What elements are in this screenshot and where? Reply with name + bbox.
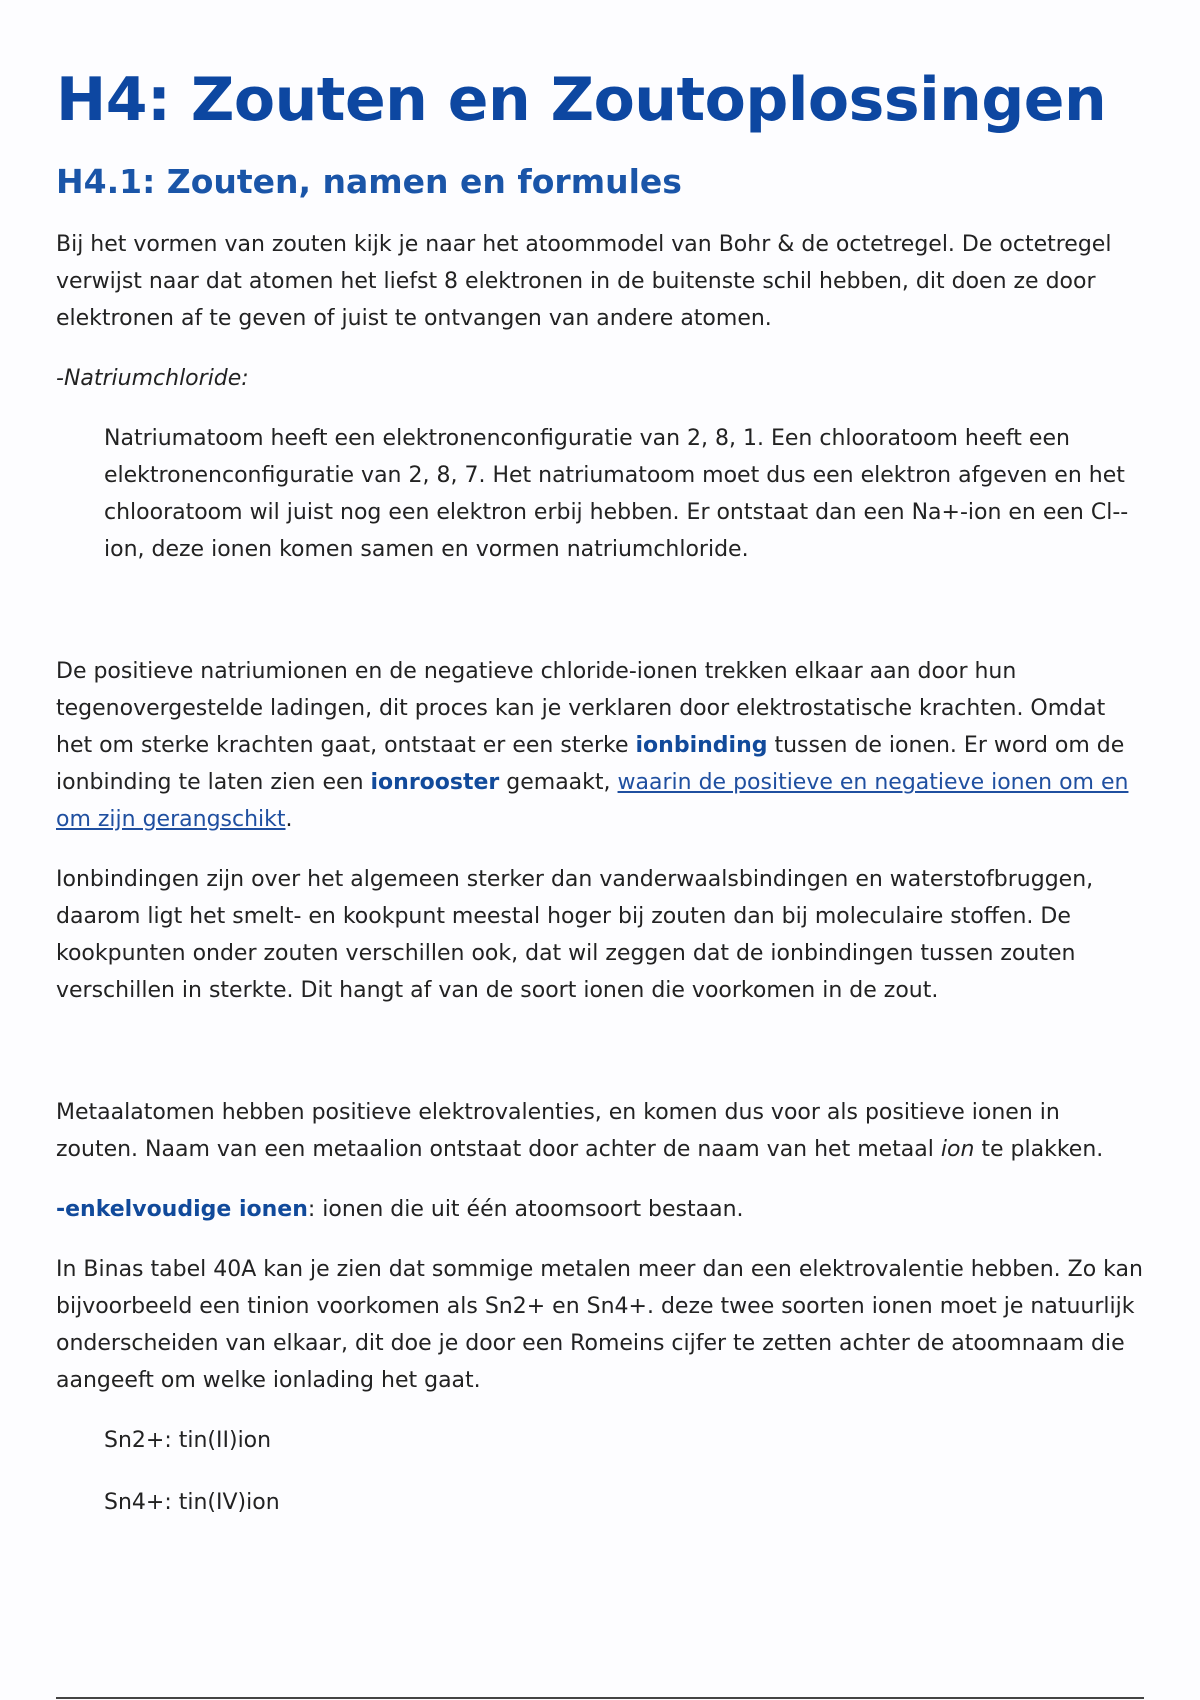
term-ionrooster: ionrooster [370,770,500,795]
binas-paragraph: In Binas tabel 40A kan je zien dat sommige metalen meer dan een elektrovalentie hebben. Zo kan bijvoorbeeld een tinion voorkomen als Sn2+ en Sn4+. deze twee soorten ionen moet je natuurlijk onderscheiden van elkaar, dit doe je door een Romeins cijfer te zetten achter de atoomnaam die aangeeft om welke ionlading het gaat. [56,1257,1143,1393]
example-sn2: Sn2+: tin(II)ion [104,1428,272,1453]
ionbinding-paragraph: Ionbindingen zijn over het algemeen sterker dan vanderwaalsbindingen en waterstofbruggen, daarom ligt het smelt- en kookpunt meestal hoger bij zouten dan bij moleculaire stoffen. De kookpunten onder zouten verschillen ook, dat wil zeggen dat de ionbindingen tussen zouten verschillen in sterkte. Dit hangt af van de soort ionen die voorkomen in de zout. [56,867,1094,1003]
metal-ions-paragraph [56,1094,1146,1168]
example-sn4: Sn4+: tin(IV)ion [104,1490,280,1515]
metal-text-1: Metaalatomen hebben positieve elektrovalenties, en komen dus voor als positieve ionen in zouten. Naam van een metaalion ontstaat door achter de naam van het metaal [56,1100,1060,1162]
metal-text-2: te plakken. [974,1137,1104,1162]
simple-ions-dash: - [56,1197,66,1222]
page-title: H4: Zouten en Zoutoplossingen [56,65,1107,135]
term-ionbinding: ionbinding [635,733,768,758]
ionrooster-link[interactable]: waarin de positieve en negatieve ionen om en om zijn gerangschikt [56,770,1129,832]
natriumchloride-label: -Natriumchloride: [56,366,249,391]
section-heading: H4.1: Zouten, namen en formules [56,162,682,201]
metal-ion-word: ion [940,1137,975,1162]
attraction-end: . [285,807,293,832]
document-page [56,60,1146,1521]
attraction-text-2: tussen de ionen. Er word om de ionbinding te laten zien een [56,733,1125,795]
attraction-paragraph [56,653,1146,838]
intro-paragraph: Bij het vormen van zouten kijk je naar het atoommodel van Bohr & de octetregel. De octetregel verwijst naar dat atomen het liefst 8 elektronen in de buitenste schil hebben, dit doen ze door elektronen af te geven of juist te ontvangen van andere atomen. [56,232,1112,331]
natriumchloride-paragraph: Natriumatoom heeft een elektronenconfiguratie van 2, 8, 1. Een chlooratoom heeft een elektronenconfiguratie van 2, 8, 7. Het natriumatoom moet dus een elektron afgeven en het chlooratoom wil juist nog een elektron erbij hebben. Er ontstaat dan een Na+-ion en een Cl--ion, deze ionen komen samen en vormen natriumchloride. [104,426,1129,562]
footer-divider [56,1697,1144,1699]
simple-ions-definition: : ionen die uit één atoomsoort bestaan. [307,1197,744,1222]
term-enkelvoudige-ionen: enkelvoudige ionen [65,1197,308,1222]
attraction-text-1: De positieve natriumionen en de negatieve chloride-ionen trekken elkaar aan door hun tegenovergestelde ladingen, dit proces kan je verklaren door elektrostatische krachten. Omdat het om sterke krachten gaat, ontstaat er een sterke [56,659,1106,758]
simple-ions-paragraph [56,1191,1146,1228]
attraction-text-3: gemaakt, [499,770,618,795]
